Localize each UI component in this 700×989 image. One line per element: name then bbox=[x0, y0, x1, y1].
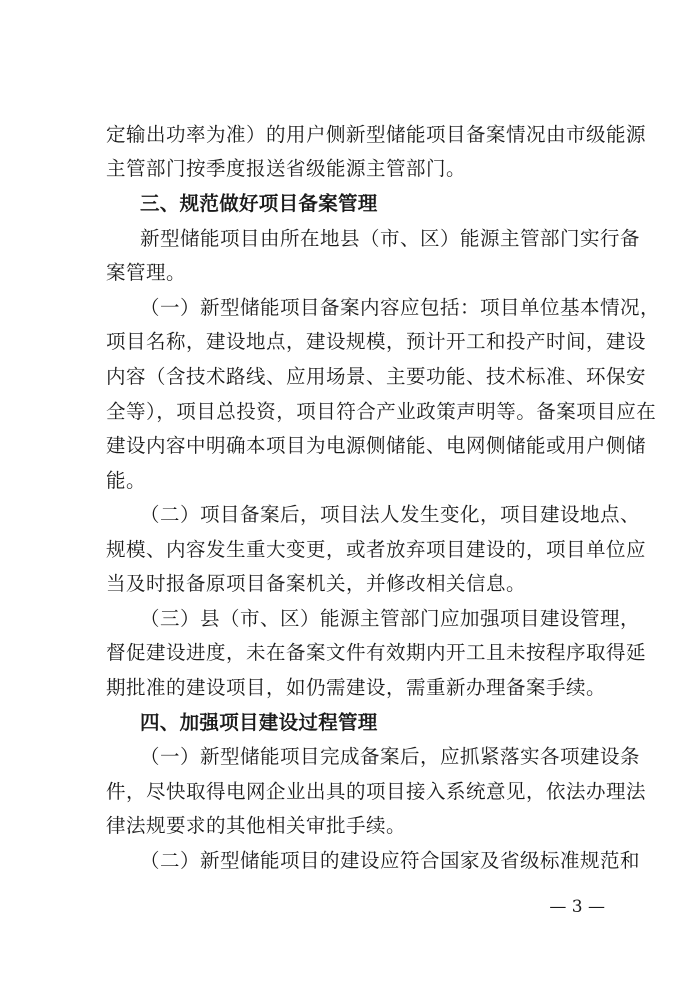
body-text-line: 督促建设进度，未在备案文件有效期内开工且未按程序取得延 bbox=[106, 641, 647, 664]
section-heading-3: 三、规范做好项目备案管理 bbox=[140, 192, 378, 215]
body-text-line: 期批准的建设项目，如仍需建设，需重新办理备案手续。 bbox=[106, 676, 607, 699]
body-text-line: （一）新型储能项目备案内容应包括：项目单位基本情况， bbox=[140, 296, 661, 319]
body-text-line: 新型储能项目由所在地县（市、区）能源主管部门实行备 bbox=[140, 227, 641, 250]
body-text-line: （一）新型储能项目完成备案后，应抓紧落实各项建设条 bbox=[140, 745, 641, 768]
body-text-line: 当及时报备原项目备案机关，并修改相关信息。 bbox=[106, 572, 527, 595]
body-text-line: 定输出功率为准）的用户侧新型储能项目备案情况由市级能源 bbox=[106, 123, 647, 146]
body-text-line: 全等），项目总投资，项目符合产业政策声明等。备案项目应在 bbox=[106, 400, 657, 423]
section-heading-4: 四、加强项目建设过程管理 bbox=[140, 711, 378, 734]
page-number: — 3 — bbox=[549, 897, 605, 917]
body-text-line: 能。 bbox=[106, 469, 147, 492]
body-text-line: 律法规要求的其他相关审批手续。 bbox=[106, 814, 407, 837]
body-text-line: 案管理。 bbox=[106, 261, 187, 284]
body-text-line: 项目名称，建设地点，建设规模，预计开工和投产时间，建设 bbox=[106, 330, 647, 353]
body-text-line: （三）县（市、区）能源主管部门应加强项目建设管理， bbox=[140, 607, 641, 630]
body-text-line: 内容（含技术路线、应用场景、主要功能、技术标准、环保安 bbox=[106, 365, 647, 388]
body-text-line: 规模、内容发生重大变更，或者放弃项目建设的，项目单位应 bbox=[106, 538, 647, 561]
body-text-line: 件，尽快取得电网企业出具的项目接入系统意见，依法办理法 bbox=[106, 780, 647, 803]
body-text-line: （二）项目备案后，项目法人发生变化，项目建设地点、 bbox=[140, 503, 641, 526]
body-text-line: 建设内容中明确本项目为电源侧储能、电网侧储能或用户侧储 bbox=[106, 434, 647, 457]
body-text-line: 主管部门按季度报送省级能源主管部门。 bbox=[106, 157, 467, 180]
body-text-line: （二）新型储能项目的建设应符合国家及省级标准规范和 bbox=[140, 849, 641, 872]
